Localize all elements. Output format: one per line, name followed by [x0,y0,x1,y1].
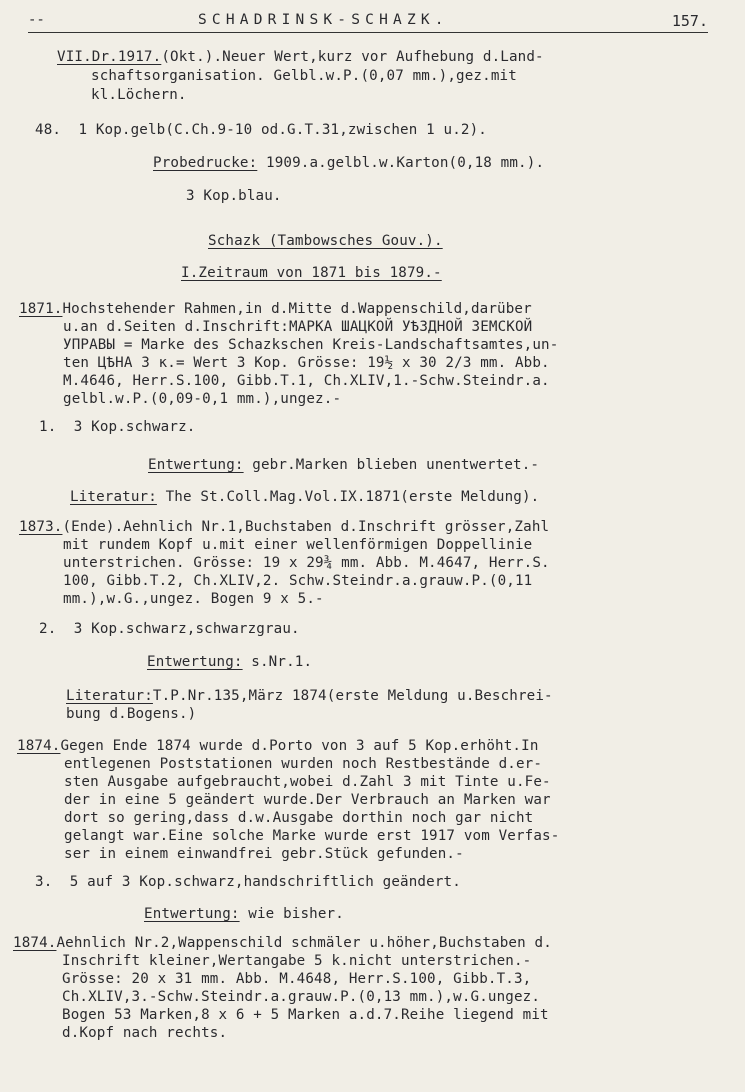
entry-text: Hochstehender Rahmen,in d.Mitte d.Wappenschild,darüber [62,301,532,317]
stamp-entry-2: 2. 3 Kop.schwarz,schwarzgrau. [39,621,300,637]
text-line: Ch.XLIV,3.-Schw.Steindr.a.grauw.P.(0,13 mm.),w.G.ungez. [62,989,541,1005]
text-line [144,905,344,923]
text-line [147,653,312,671]
entry-text: (Ende).Aehnlich Nr.1,Buchstaben d.Inschrift grösser,Zahl [62,519,550,535]
year-label: 1871. [19,301,63,317]
entry-text: Gegen Ende 1874 wurde d.Porto von 3 auf 5 Kop.erhöht.In [60,738,539,754]
stamp-entry-3: 3. 5 auf 3 Kop.schwarz,handschriftlich geändert. [35,874,461,890]
entwertung-label: Entwertung: [144,906,240,922]
text-line: mit rundem Kopf u.mit einer wellenförmigen Doppellinie [63,537,533,553]
text-line: unterstrichen. Grösse: 19 x 29¾ mm. Abb. M.4647, Herr.S. [63,555,550,571]
text-line: Grösse: 20 x 31 mm. Abb. M.4648, Herr.S.100, Gibb.T.3, [62,971,532,987]
text-line: ser in einem einwandfrei gebr.Stück gefunden.- [64,846,464,862]
probedrucke-text: 1909.a.gelbl.w.Karton(0,18 mm.). [257,155,545,171]
text-line [148,456,539,474]
entwertung-label: Entwertung: [147,654,243,670]
header-dash: -- [28,12,45,28]
entwertung-text: wie bisher. [239,906,344,922]
entwertung-text: gebr.Marken blieben unentwertet.- [243,457,540,473]
text-line: u.an d.Seiten d.Inschrift:МАРКА ШАЦКОЙ УѢЗДНОЙ ЗЕМСКОЙ [63,319,533,335]
text-line [70,488,539,506]
text-line [57,48,544,66]
text-line: Bogen 53 Marken,8 x 6 + 5 Marken a.d.7.Reihe liegend mit [62,1007,549,1023]
text-line: bung d.Bogens.) [66,706,197,722]
text-line: gelangt war.Eine solche Marke wurde erst 1917 vom Verfas- [64,828,560,844]
entwertung-label: Entwertung: [148,457,244,473]
entwertung-text: s.Nr.1. [242,654,313,670]
year-label: 1873. [19,519,63,535]
stamp-entry-1: 1. 3 Kop.schwarz. [39,419,196,435]
page-header [28,10,708,32]
issue-text: (Okt.).Neuer Wert,kurz vor Aufhebung d.Land- [161,49,544,65]
probedrucke-label: Probedrucke: [153,155,258,171]
text-line: sten Ausgabe aufgebraucht,wobei d.Zahl 3 mit Tinte u.Fe- [64,774,551,790]
issue-heading: VII.Dr.1917. [57,49,162,65]
text-line: entlegenen Poststationen wurden noch Restbestände d.er- [64,756,543,772]
text-line: Inschrift kleiner,Wertangabe 5 k.nicht unterstrichen.- [62,953,532,969]
stamp-entry-48: 48. 1 Kop.gelb(C.Ch.9-10 od.G.T.31,zwischen 1 u.2). [35,122,487,138]
text-line [66,687,553,705]
text-line: gelbl.w.P.(0,09-0,1 mm.),ungez.- [63,391,342,407]
text-line: kl.Löchern. [91,87,187,103]
text-line: dort so gering,dass d.w.Ausgabe dorthin noch gar nicht [64,810,534,826]
header-title: SCHADRINSK-SCHAZK. [198,12,449,28]
text-line: d.Kopf nach rechts. [62,1025,228,1041]
literatur-label: Literatur: [66,688,153,704]
text-line: ten ЦѢНА 3 к.= Wert 3 Kop. Grösse: 19½ x 30 2/3 mm. Abb. [63,355,550,371]
text-line [153,154,544,172]
text-line: УПРАВЫ = Marke des Schazkschen Kreis-Landschaftsamtes,un- [63,337,559,353]
year-label: 1874. [13,935,57,951]
text-line: schaftsorganisation. Gelbl.w.P.(0,07 mm.),gez.mit [91,68,517,84]
header-rule [28,32,708,33]
text-line [13,934,552,952]
page-number: 157. [671,12,708,30]
text-line [19,300,532,318]
literatur-text: The St.Coll.Mag.Vol.IX.1871(erste Meldung). [156,489,540,505]
text-line: mm.),w.G.,ungez. Bogen 9 x 5.- [63,591,324,607]
section-heading: Schazk (Tambowsches Gouv.). [208,233,443,249]
year-label: 1874. [17,738,61,754]
text-line [17,737,539,755]
text-line [19,518,549,536]
text-line: M.4646, Herr.S.100, Gibb.T.1, Ch.XLIV,1.-Schw.Steindr.a. [63,373,550,389]
period-heading: I.Zeitraum von 1871 bis 1879.- [181,265,442,281]
text-line: 100, Gibb.T.2, Ch.XLIV,2. Schw.Steindr.a.grauw.P.(0,11 [63,573,533,589]
entry-text: Aehnlich Nr.2,Wappenschild schmäler u.höher,Buchstaben d. [56,935,552,951]
literatur-text: T.P.Nr.135,März 1874(erste Meldung u.Beschrei- [152,688,553,704]
literatur-label: Literatur: [70,489,157,505]
text-line: 3 Kop.blau. [186,188,282,204]
text-line: der in eine 5 geändert wurde.Der Verbrauch an Marken war [64,792,551,808]
